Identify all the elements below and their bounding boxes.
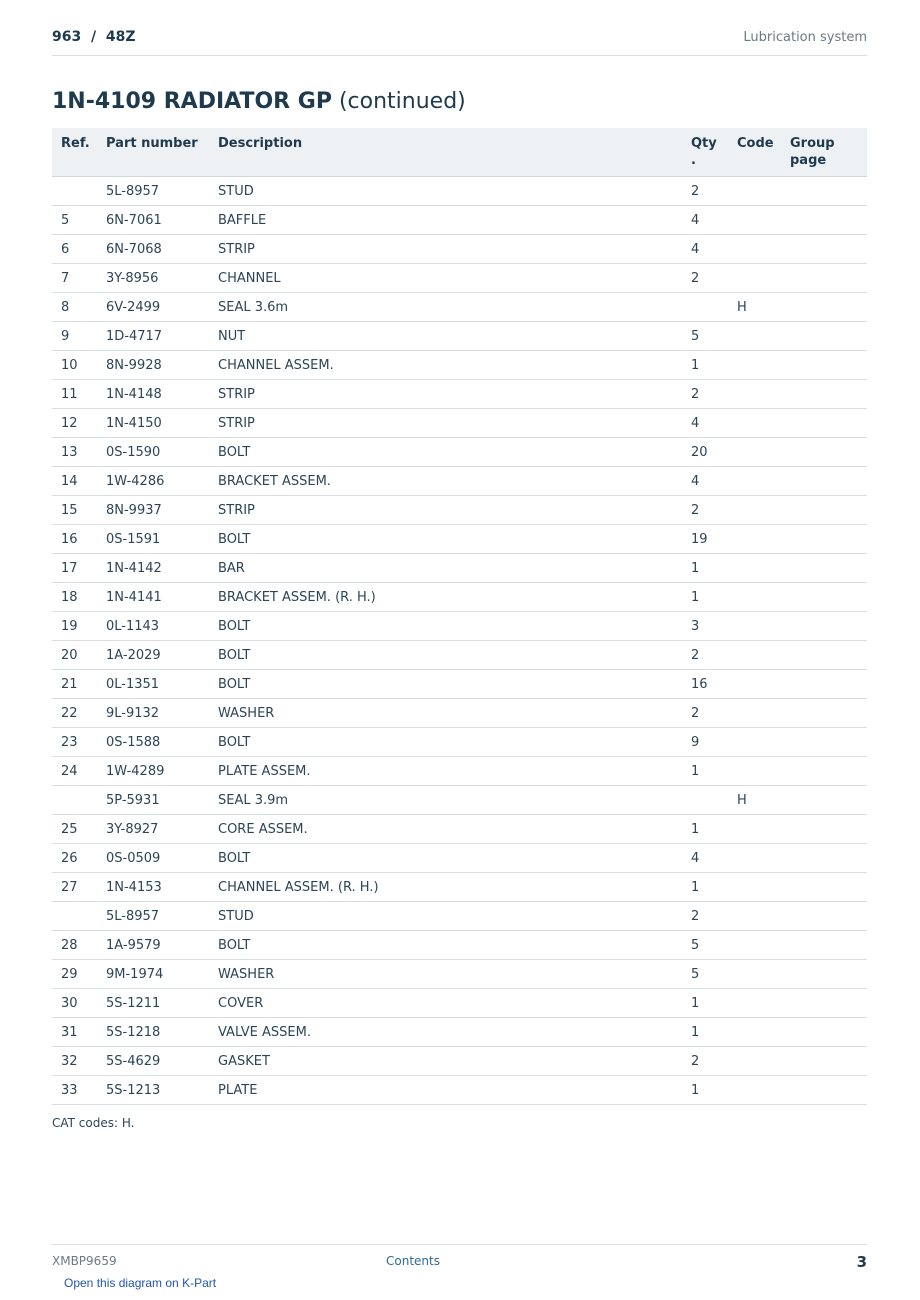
- table-row: [52, 206, 867, 235]
- table-row: [52, 1076, 867, 1105]
- cell-description: BOLT: [218, 532, 251, 547]
- cell-part-number: 5S-1213: [106, 1083, 161, 1098]
- cell-ref: 11: [61, 387, 78, 402]
- cell-ref: 7: [61, 271, 70, 286]
- section-label: Lubrication system: [743, 30, 867, 45]
- cell-description: BAFFLE: [218, 213, 267, 228]
- cell-part-number: 6N-7061: [106, 213, 162, 228]
- title-suffix: (continued): [331, 89, 466, 114]
- cell-qty: 1: [691, 1025, 700, 1040]
- cell-description: PLATE ASSEM.: [218, 764, 311, 779]
- cell-part-number: 0S-0509: [106, 851, 161, 866]
- table-row: [52, 931, 867, 960]
- table-row: [52, 583, 867, 612]
- cell-part-number: 5S-4629: [106, 1054, 161, 1069]
- cell-part-number: 1D-4717: [106, 329, 163, 344]
- cell-description: SEAL 3.9m: [218, 793, 289, 808]
- table-row: [52, 1047, 867, 1076]
- cell-code: H: [737, 300, 747, 315]
- cell-ref: 22: [61, 706, 78, 721]
- table-row: [52, 438, 867, 467]
- cell-qty: 1: [691, 358, 700, 373]
- cell-part-number: 0L-1143: [106, 619, 160, 634]
- table-row: [52, 293, 867, 322]
- cell-part-number: 5S-1211: [106, 996, 161, 1011]
- cell-part-number: 0S-1590: [106, 445, 161, 460]
- column-qty: Qty .: [691, 136, 717, 168]
- cell-ref: 18: [61, 590, 78, 605]
- table-row: [52, 177, 867, 206]
- cell-part-number: 8N-9937: [106, 503, 162, 518]
- cell-description: STUD: [218, 909, 254, 924]
- table-row: [52, 902, 867, 931]
- cell-ref: 15: [61, 503, 78, 518]
- cell-qty: 1: [691, 880, 700, 895]
- table-row: [52, 699, 867, 728]
- cell-qty: 16: [691, 677, 708, 692]
- cell-part-number: 1W-4289: [106, 764, 165, 779]
- cell-ref: 17: [61, 561, 78, 576]
- cell-ref: 13: [61, 445, 78, 460]
- table-row: [52, 873, 867, 902]
- table-body: [52, 177, 867, 1105]
- table-row: [52, 351, 867, 380]
- table-row: [52, 525, 867, 554]
- cell-qty: 1: [691, 1083, 700, 1098]
- model-label: 963 / 48Z: [52, 29, 136, 45]
- cell-ref: 25: [61, 822, 78, 837]
- cell-qty: 2: [691, 1054, 700, 1069]
- cell-description: BAR: [218, 561, 245, 576]
- cell-part-number: 6V-2499: [106, 300, 161, 315]
- cell-ref: 12: [61, 416, 78, 431]
- table-row: [52, 670, 867, 699]
- cell-description: BOLT: [218, 938, 251, 953]
- cell-ref: 23: [61, 735, 78, 750]
- table-row: [52, 815, 867, 844]
- cell-ref: 31: [61, 1025, 78, 1040]
- table-row: [52, 844, 867, 873]
- cell-qty: 2: [691, 909, 700, 924]
- cell-ref: 24: [61, 764, 78, 779]
- cell-qty: 1: [691, 822, 700, 837]
- cell-description: CORE ASSEM.: [218, 822, 308, 837]
- cell-qty: 2: [691, 503, 700, 518]
- cell-description: STUD: [218, 184, 254, 199]
- cell-qty: 19: [691, 532, 708, 547]
- table-row: [52, 757, 867, 786]
- cell-part-number: 5S-1218: [106, 1025, 161, 1040]
- column-code: Code: [737, 136, 774, 151]
- cell-ref: 5: [61, 213, 70, 228]
- cell-description: BOLT: [218, 677, 251, 692]
- page-title: [52, 89, 466, 114]
- cell-ref: 30: [61, 996, 78, 1011]
- cell-qty: 4: [691, 213, 700, 228]
- table-row: [52, 989, 867, 1018]
- cell-part-number: 1N-4148: [106, 387, 162, 402]
- cell-ref: 8: [61, 300, 70, 315]
- cell-qty: 2: [691, 706, 700, 721]
- cell-part-number: 1A-9579: [106, 938, 161, 953]
- kpart-diagram-link[interactable]: Open this diagram on K-Part: [64, 1276, 217, 1290]
- cell-description: CHANNEL: [218, 271, 281, 286]
- table-row: [52, 235, 867, 264]
- cell-description: BRACKET ASSEM. (R. H.): [218, 590, 376, 605]
- cell-qty: 1: [691, 996, 700, 1011]
- cell-description: BRACKET ASSEM.: [218, 474, 331, 489]
- page-number: 3: [856, 1253, 867, 1271]
- cell-ref: 29: [61, 967, 78, 982]
- cell-qty: 1: [691, 764, 700, 779]
- cell-description: CHANNEL ASSEM.: [218, 358, 334, 373]
- table-row: [52, 409, 867, 438]
- page-header: [52, 29, 867, 56]
- cell-part-number: 6N-7068: [106, 242, 162, 257]
- document-id: XMBP9659: [52, 1254, 117, 1268]
- cell-qty: 5: [691, 938, 700, 953]
- column-part-number: Part number: [106, 136, 198, 151]
- cell-description: WASHER: [218, 706, 275, 721]
- cell-description: STRIP: [218, 242, 255, 257]
- cell-ref: 19: [61, 619, 78, 634]
- cell-qty: 4: [691, 242, 700, 257]
- parts-table: [52, 128, 867, 1105]
- cell-ref: 6: [61, 242, 70, 257]
- column-ref: Ref.: [61, 136, 90, 151]
- cell-qty: 9: [691, 735, 700, 750]
- cell-description: SEAL 3.6m: [218, 300, 289, 315]
- table-row: [52, 612, 867, 641]
- cell-part-number: 8N-9928: [106, 358, 162, 373]
- cell-qty: 4: [691, 416, 700, 431]
- cell-description: CHANNEL ASSEM. (R. H.): [218, 880, 379, 895]
- table-row: [52, 322, 867, 351]
- cell-part-number: 1W-4286: [106, 474, 165, 489]
- cell-ref: 33: [61, 1083, 78, 1098]
- cell-ref: 28: [61, 938, 78, 953]
- cell-ref: 10: [61, 358, 78, 373]
- cell-qty: 20: [691, 445, 708, 460]
- cell-part-number: 0L-1351: [106, 677, 160, 692]
- cell-description: COVER: [218, 996, 264, 1011]
- page-footer: [52, 1244, 867, 1274]
- cell-part-number: 9M-1974: [106, 967, 164, 982]
- cell-description: BOLT: [218, 851, 251, 866]
- cell-qty: 2: [691, 271, 700, 286]
- cell-part-number: 1N-4142: [106, 561, 162, 576]
- cell-description: NUT: [218, 329, 246, 344]
- cell-ref: 27: [61, 880, 78, 895]
- column-group-page: Group page: [790, 136, 835, 168]
- cell-ref: 32: [61, 1054, 78, 1069]
- cell-qty: 4: [691, 474, 700, 489]
- cell-qty: 4: [691, 851, 700, 866]
- table-row: [52, 467, 867, 496]
- cell-ref: 20: [61, 648, 78, 663]
- title-main: 1N-4109 RADIATOR GP: [52, 89, 332, 114]
- cell-qty: 5: [691, 329, 700, 344]
- table-row: [52, 380, 867, 409]
- cell-qty: 2: [691, 184, 700, 199]
- cell-ref: 9: [61, 329, 70, 344]
- cell-part-number: 5P-5931: [106, 793, 160, 808]
- table-row: [52, 641, 867, 670]
- cell-qty: 2: [691, 648, 700, 663]
- cell-qty: 5: [691, 967, 700, 982]
- cell-part-number: 0S-1588: [106, 735, 161, 750]
- table-row: [52, 264, 867, 293]
- cell-description: BOLT: [218, 619, 251, 634]
- cell-part-number: 9L-9132: [106, 706, 160, 721]
- cell-description: BOLT: [218, 735, 251, 750]
- cell-part-number: 5L-8957: [106, 909, 160, 924]
- cell-part-number: 1N-4153: [106, 880, 162, 895]
- cell-qty: 2: [691, 387, 700, 402]
- cat-codes-note: CAT codes: H.: [52, 1116, 135, 1130]
- table-header: [52, 128, 867, 177]
- cell-ref: 26: [61, 851, 78, 866]
- column-description: Description: [218, 136, 303, 151]
- table-row: [52, 728, 867, 757]
- table-row: [52, 496, 867, 525]
- cell-description: STRIP: [218, 416, 255, 431]
- cell-qty: 1: [691, 590, 700, 605]
- cell-description: STRIP: [218, 387, 255, 402]
- cell-code: H: [737, 793, 747, 808]
- cell-description: BOLT: [218, 648, 251, 663]
- cell-description: STRIP: [218, 503, 255, 518]
- table-row: [52, 554, 867, 583]
- cell-description: BOLT: [218, 445, 251, 460]
- cell-ref: 14: [61, 474, 78, 489]
- table-row: [52, 960, 867, 989]
- contents-link[interactable]: Contents: [386, 1254, 440, 1268]
- table-row: [52, 786, 867, 815]
- cell-description: PLATE: [218, 1083, 258, 1098]
- cell-qty: 3: [691, 619, 700, 634]
- cell-description: GASKET: [218, 1054, 270, 1069]
- cell-description: VALVE ASSEM.: [218, 1025, 311, 1040]
- cell-ref: 21: [61, 677, 78, 692]
- cell-qty: 1: [691, 561, 700, 576]
- cell-part-number: 1A-2029: [106, 648, 161, 663]
- cell-part-number: 1N-4141: [106, 590, 162, 605]
- cell-description: WASHER: [218, 967, 275, 982]
- cell-part-number: 0S-1591: [106, 532, 161, 547]
- cell-part-number: 3Y-8956: [106, 271, 159, 286]
- table-row: [52, 1018, 867, 1047]
- cell-part-number: 3Y-8927: [106, 822, 159, 837]
- cell-part-number: 1N-4150: [106, 416, 162, 431]
- cell-ref: 16: [61, 532, 78, 547]
- cell-part-number: 5L-8957: [106, 184, 160, 199]
